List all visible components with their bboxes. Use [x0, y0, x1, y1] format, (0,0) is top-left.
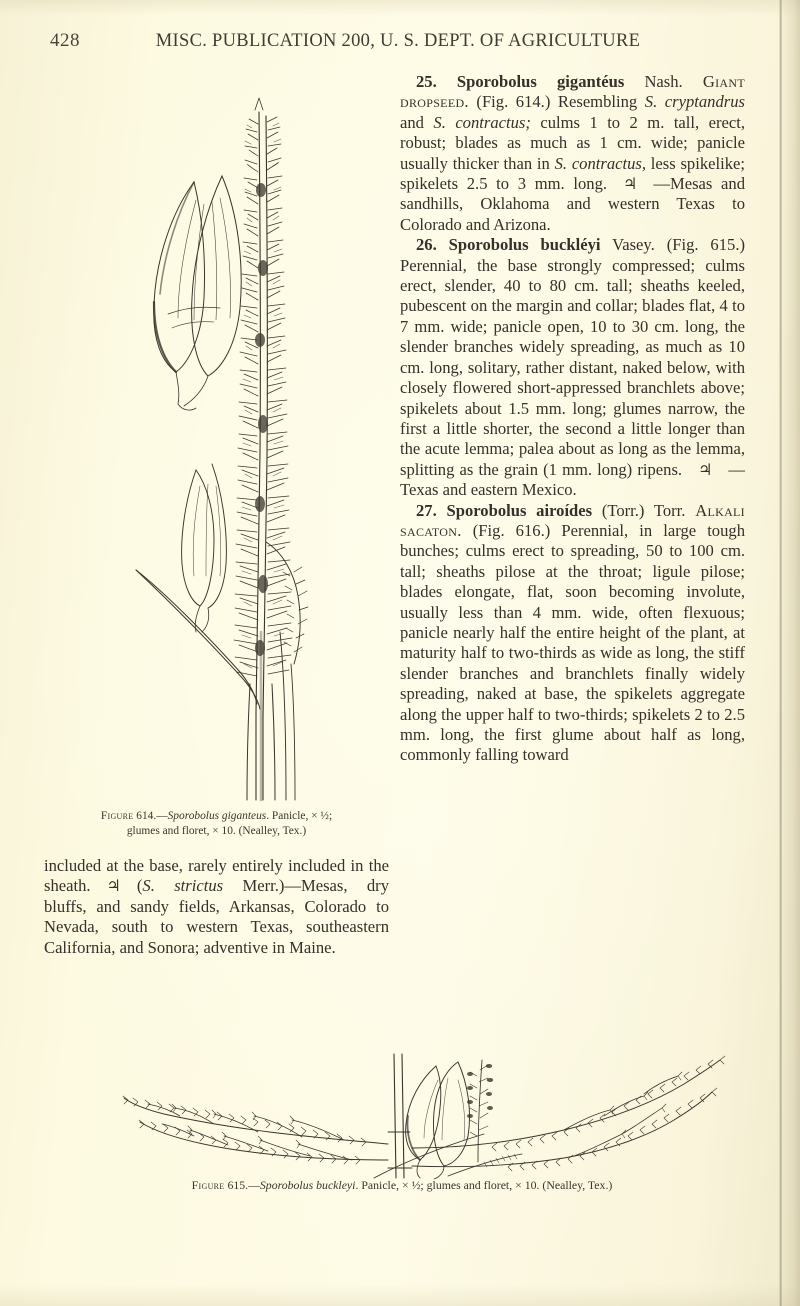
figure-615-caption: Figure 615.—Sporobolus buckleyi. Panicle, × ½; glumes and floret, × 10. (Nealley, Tex.): [191, 1178, 613, 1192]
species-number-25: 25.: [416, 72, 437, 91]
species-number-27: 27.: [416, 500, 437, 520]
right-column: [400, 72, 745, 766]
species-epithet-25: gigantéus: [556, 72, 625, 91]
species-epithet-26: buckléyi: [540, 235, 601, 255]
species-figure-ref-25: (Fig. 614.): [476, 92, 551, 112]
figure-614-caption-rest2: glumes and floret, × 10. (Nealley, Tex.): [126, 824, 307, 837]
perennial-symbol-left: ♃: [106, 876, 121, 896]
two-column-body: [44, 72, 760, 1032]
species-figure-ref-26: (Fig. 615.): [666, 235, 746, 255]
species-desc-26: Perennial, the base strongly compressed; culms erect, slender, 40 to 80 cm. tall; sheaths keeled, pubescent on the margin and collar; blades flat, 4 to 7 mm. wide; panicle open, 10 to 30 cm. long, the slender branches widely spreading, as much as 10 cm. long, solitary, rather distant, naked below, with closely flowered short-appressed branchlets above; spikelets about 1.5 mm. long; glumes narrow, the first a little shorter, the second a little longer than the acute lemma; palea about as long as the lemma, splitting as the grain (1 mm. long) ripens.: [400, 255, 745, 479]
species-authority-25: Nash.: [644, 72, 683, 91]
species-authority-26: Vasey.: [612, 235, 655, 255]
perennial-symbol-25: ♃: [623, 174, 638, 194]
figure-615-caption-species: Sporobolus buckleyi: [259, 1178, 356, 1192]
continued-synonym: S. strictus: [142, 876, 224, 896]
figure-615-caption-rest: . Panicle, × ½; glumes and floret, × 10. (Nealley, Tex.): [355, 1178, 613, 1192]
continued-paragraph: [44, 856, 389, 958]
species-genus-27: Sporobolus: [446, 500, 527, 520]
species-entry-26: [400, 235, 745, 500]
species-desc-25-d: less spikelike; spikelets 2.5 to 3 mm. long.: [400, 153, 745, 194]
species-desc-27: Perennial, in large tough bunches; culms erect to spreading, 50 to 100 cm. tall; sheaths pilose at the throat; ligule pilose; blades elongate, flat, soon becoming involute, usually less than 4 mm. wide, often flexuous; panicle nearly half the entire height of the plant, at maturity half to two-thirds as wide as long, the stiff slender branches and branchlets finally widely spreading, naked at base, the spikelets aggregate along the upper half to two-thirds; spikelets 2 to 2.5 mm. long, the first glume about half as long, commonly falling toward: [400, 520, 745, 765]
figure-615-caption-number: 615.: [227, 1178, 249, 1192]
running-head: [0, 30, 800, 56]
continued-part1: included at the base, rarely entirely included in the sheath.: [44, 856, 389, 896]
figure-615-illustration: [44, 1036, 760, 1186]
figure-614-caption: Figure 614.—Sporobolus giganteus. Panicle, × ½; glumes and floret, × 10. (Nealley, Tex.): [100, 810, 333, 837]
species-desc-25-a: Resembling: [557, 92, 645, 112]
figure-614-illustration: [44, 72, 389, 800]
species-italic-25-a: S. cryptandrus: [644, 92, 745, 112]
figure-614-area: [44, 72, 389, 807]
species-genus-26: Sporobolus: [448, 235, 529, 255]
left-column: [44, 72, 389, 958]
species-common-name-25: Giant dropseed.: [400, 72, 745, 112]
species-genus-25: Sporobolus: [456, 72, 537, 91]
perennial-symbol-26: ♃: [698, 459, 713, 479]
page-gutter-line: [779, 0, 782, 1306]
species-epithet-27: airoídes: [536, 500, 593, 520]
species-entry-25: [400, 72, 745, 235]
running-head-title: MISC. PUBLICATION 200, U. S. DEPT. OF AGRICULTURE: [155, 31, 641, 51]
species-desc-25-b: and: [400, 112, 434, 132]
species-common-name-27: Alkali sacaton.: [400, 500, 745, 540]
species-italic-25-b: S. contractus;: [433, 112, 531, 132]
page-top-shadow: [0, 0, 800, 16]
species-figure-ref-27: (Fig. 616.): [472, 520, 551, 540]
species-italic-25-c: S. contractus,: [554, 153, 647, 173]
figure-614-caption-number: 614.: [136, 810, 157, 822]
species-number-26: 26.: [416, 235, 437, 255]
figure-615-caption-prefix: Figure: [191, 1178, 225, 1192]
species-entry-27: [400, 501, 745, 766]
page-folio: 428: [50, 30, 80, 51]
continued-part3: Merr.)—Mesas, dry bluffs, and sandy fields, Arkansas, Colorado to Nevada, south to western Texas, southeastern California, and Sonora; adventive in Maine.: [44, 876, 389, 957]
species-desc-25-c: culms 1 to 2 m. tall, erect, robust; blades as much as 1 cm. wide; panicle usually thicker than in: [400, 112, 745, 173]
species-range-25: —Mesas and sandhills, Oklahoma and western Texas to Colorado and Arizona.: [400, 174, 745, 234]
figure-614-caption-rest1: . Panicle, × ½;: [266, 810, 333, 822]
continued-paren-open: (: [136, 876, 143, 896]
figure-614-caption-species: Sporobolus giganteus: [167, 810, 267, 822]
figure-615-area: [44, 1036, 760, 1186]
page-bottom-shadow: [0, 1284, 800, 1306]
species-range-26: —Texas and eastern Mexico.: [400, 459, 745, 500]
figure-614-caption-prefix: Figure: [100, 810, 134, 822]
species-authority-27: (Torr.) Torr.: [601, 500, 686, 520]
